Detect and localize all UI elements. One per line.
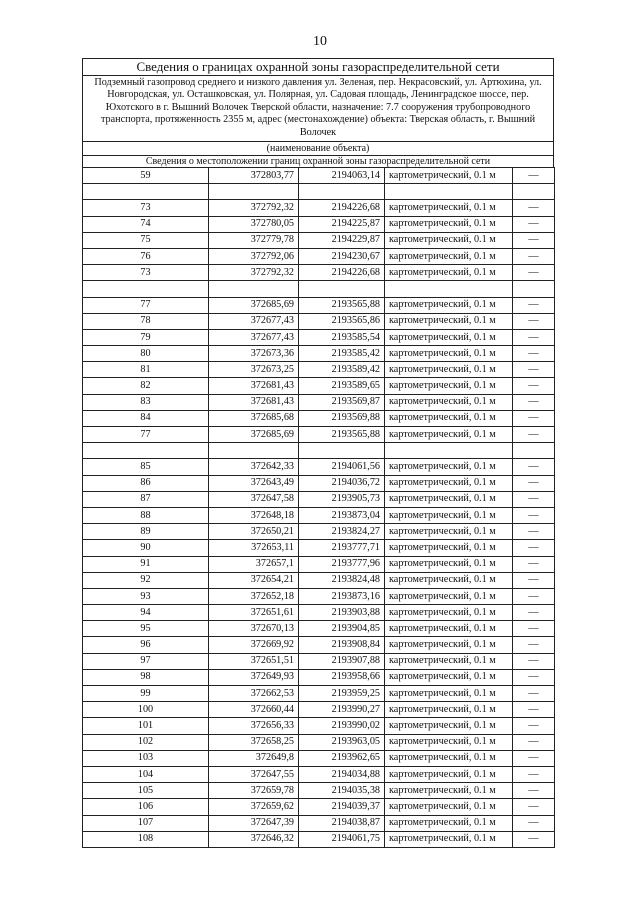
x-coordinate-cell: 372677,43 (209, 313, 299, 329)
y-coordinate-cell: 2193962,65 (299, 750, 385, 766)
y-coordinate-cell: 2193908,84 (299, 637, 385, 653)
x-coordinate-cell: 372792,06 (209, 248, 299, 264)
separator-row (83, 184, 555, 200)
method-cell: картометрический, 0.1 м (385, 653, 513, 669)
method-cell: картометрический, 0.1 м (385, 329, 513, 345)
point-number-cell: 86 (83, 475, 209, 491)
dash-cell: — (513, 605, 555, 621)
point-number-cell: 105 (83, 783, 209, 799)
dash-cell: — (513, 427, 555, 443)
table-row (83, 265, 555, 281)
table-header (82, 58, 554, 167)
coordinates-table (82, 167, 555, 848)
method-cell: картометрический, 0.1 м (385, 362, 513, 378)
empty-cell (83, 281, 209, 297)
table-row (83, 637, 555, 653)
dash-cell: — (513, 200, 555, 216)
point-number-cell: 75 (83, 232, 209, 248)
table-row (83, 410, 555, 426)
table-row (83, 297, 555, 313)
table-row (83, 799, 555, 815)
method-cell: картометрический, 0.1 м (385, 248, 513, 264)
table-row (83, 653, 555, 669)
y-coordinate-cell: 2193569,88 (299, 410, 385, 426)
y-coordinate-cell: 2193907,88 (299, 653, 385, 669)
document-title: Сведения о границах охранной зоны газораспределительной сети (83, 59, 553, 76)
y-coordinate-cell: 2194061,56 (299, 459, 385, 475)
point-number-cell: 87 (83, 491, 209, 507)
point-number-cell: 98 (83, 669, 209, 685)
method-cell: картометрический, 0.1 м (385, 297, 513, 313)
dash-cell: — (513, 297, 555, 313)
table-row (83, 378, 555, 394)
x-coordinate-cell: 372651,51 (209, 653, 299, 669)
x-coordinate-cell: 372681,43 (209, 378, 299, 394)
method-cell: картометрический, 0.1 м (385, 815, 513, 831)
coordinates-table-body (83, 168, 555, 848)
x-coordinate-cell: 372648,18 (209, 507, 299, 523)
table-row (83, 540, 555, 556)
table-row (83, 394, 555, 410)
method-cell: картометрический, 0.1 м (385, 427, 513, 443)
empty-cell (513, 281, 555, 297)
method-cell: картометрический, 0.1 м (385, 783, 513, 799)
table-row (83, 200, 555, 216)
method-cell: картометрический, 0.1 м (385, 734, 513, 750)
method-cell: картометрический, 0.1 м (385, 475, 513, 491)
method-cell: картометрический, 0.1 м (385, 588, 513, 604)
x-coordinate-cell: 372652,18 (209, 588, 299, 604)
dash-cell: — (513, 702, 555, 718)
y-coordinate-cell: 2193959,25 (299, 686, 385, 702)
y-coordinate-cell: 2193777,71 (299, 540, 385, 556)
dash-cell: — (513, 653, 555, 669)
point-number-cell: 84 (83, 410, 209, 426)
x-coordinate-cell: 372673,25 (209, 362, 299, 378)
empty-cell (83, 184, 209, 200)
y-coordinate-cell: 2194230,67 (299, 248, 385, 264)
object-name-caption: (наименование объекта) (83, 142, 553, 156)
x-coordinate-cell: 372659,78 (209, 783, 299, 799)
x-coordinate-cell: 372803,77 (209, 168, 299, 184)
y-coordinate-cell: 2193873,04 (299, 507, 385, 523)
dash-cell: — (513, 168, 555, 184)
empty-cell (385, 443, 513, 459)
x-coordinate-cell: 372681,43 (209, 394, 299, 410)
dash-cell: — (513, 507, 555, 523)
separator-row (83, 281, 555, 297)
table-row (83, 734, 555, 750)
method-cell: картометрический, 0.1 м (385, 621, 513, 637)
point-number-cell: 94 (83, 605, 209, 621)
dash-cell: — (513, 475, 555, 491)
y-coordinate-cell: 2193958,66 (299, 669, 385, 685)
table-row (83, 588, 555, 604)
point-number-cell: 100 (83, 702, 209, 718)
dash-cell: — (513, 783, 555, 799)
point-number-cell: 101 (83, 718, 209, 734)
method-cell: картометрический, 0.1 м (385, 378, 513, 394)
y-coordinate-cell: 2193990,02 (299, 718, 385, 734)
y-coordinate-cell: 2193904,85 (299, 621, 385, 637)
x-coordinate-cell: 372792,32 (209, 200, 299, 216)
table-row (83, 427, 555, 443)
method-cell: картометрический, 0.1 м (385, 216, 513, 232)
method-cell: картометрический, 0.1 м (385, 410, 513, 426)
x-coordinate-cell: 372660,44 (209, 702, 299, 718)
x-coordinate-cell: 372650,21 (209, 524, 299, 540)
y-coordinate-cell: 2193824,48 (299, 572, 385, 588)
dash-cell: — (513, 378, 555, 394)
dash-cell: — (513, 588, 555, 604)
dash-cell: — (513, 815, 555, 831)
dash-cell: — (513, 799, 555, 815)
y-coordinate-cell: 2193565,86 (299, 313, 385, 329)
dash-cell: — (513, 410, 555, 426)
point-number-cell: 74 (83, 216, 209, 232)
empty-cell (299, 443, 385, 459)
method-cell: картометрический, 0.1 м (385, 556, 513, 572)
x-coordinate-cell: 372647,39 (209, 815, 299, 831)
y-coordinate-cell: 2193905,73 (299, 491, 385, 507)
location-subtitle: Сведения о местоположении границ охранной зоны газораспределительной сети (145, 156, 491, 168)
y-coordinate-cell: 2193589,65 (299, 378, 385, 394)
point-number-cell: 81 (83, 362, 209, 378)
dash-cell: — (513, 572, 555, 588)
point-number-cell: 73 (83, 200, 209, 216)
point-number-cell: 76 (83, 248, 209, 264)
dash-cell: — (513, 669, 555, 685)
table-row (83, 556, 555, 572)
method-cell: картометрический, 0.1 м (385, 766, 513, 782)
point-number-cell: 106 (83, 799, 209, 815)
y-coordinate-cell: 2194226,68 (299, 265, 385, 281)
method-cell: картометрический, 0.1 м (385, 637, 513, 653)
table-row (83, 362, 555, 378)
page-number: 10 (313, 34, 327, 49)
point-number-cell: 103 (83, 750, 209, 766)
method-cell: картометрический, 0.1 м (385, 313, 513, 329)
x-coordinate-cell: 372685,68 (209, 410, 299, 426)
table-row (83, 750, 555, 766)
point-number-cell: 82 (83, 378, 209, 394)
dash-cell: — (513, 248, 555, 264)
dash-cell: — (513, 831, 555, 847)
y-coordinate-cell: 2194225,87 (299, 216, 385, 232)
method-cell: картометрический, 0.1 м (385, 491, 513, 507)
method-cell: картометрический, 0.1 м (385, 718, 513, 734)
method-cell: картометрический, 0.1 м (385, 702, 513, 718)
x-coordinate-cell: 372642,33 (209, 459, 299, 475)
empty-cell (299, 281, 385, 297)
method-cell: картометрический, 0.1 м (385, 459, 513, 475)
point-number-cell: 90 (83, 540, 209, 556)
method-cell: картометрический, 0.1 м (385, 831, 513, 847)
y-coordinate-cell: 2193565,88 (299, 297, 385, 313)
method-cell: картометрический, 0.1 м (385, 200, 513, 216)
table-row (83, 686, 555, 702)
x-coordinate-cell: 372643,49 (209, 475, 299, 491)
table-row (83, 621, 555, 637)
point-number-cell: 89 (83, 524, 209, 540)
point-number-cell: 102 (83, 734, 209, 750)
dash-cell: — (513, 686, 555, 702)
y-coordinate-cell: 2194039,37 (299, 799, 385, 815)
point-number-cell: 92 (83, 572, 209, 588)
x-coordinate-cell: 372656,33 (209, 718, 299, 734)
table-row (83, 605, 555, 621)
x-coordinate-cell: 372670,13 (209, 621, 299, 637)
dash-cell: — (513, 362, 555, 378)
y-coordinate-cell: 2193777,96 (299, 556, 385, 572)
dash-cell: — (513, 734, 555, 750)
dash-cell: — (513, 766, 555, 782)
table-row (83, 216, 555, 232)
y-coordinate-cell: 2193585,42 (299, 346, 385, 362)
table-row (83, 524, 555, 540)
point-number-cell: 97 (83, 653, 209, 669)
table-row (83, 168, 555, 184)
method-cell: картометрический, 0.1 м (385, 232, 513, 248)
table-row (83, 783, 555, 799)
table-row (83, 313, 555, 329)
method-cell: картометрический, 0.1 м (385, 799, 513, 815)
dash-cell: — (513, 265, 555, 281)
x-coordinate-cell: 372657,1 (209, 556, 299, 572)
x-coordinate-cell: 372647,58 (209, 491, 299, 507)
y-coordinate-cell: 2194034,88 (299, 766, 385, 782)
point-number-cell: 108 (83, 831, 209, 847)
table-row (83, 572, 555, 588)
table-row (83, 346, 555, 362)
point-number-cell: 73 (83, 265, 209, 281)
dash-cell: — (513, 540, 555, 556)
dash-cell: — (513, 346, 555, 362)
method-cell: картометрический, 0.1 м (385, 524, 513, 540)
dash-cell: — (513, 621, 555, 637)
x-coordinate-cell: 372658,25 (209, 734, 299, 750)
y-coordinate-cell: 2193589,42 (299, 362, 385, 378)
x-coordinate-cell: 372662,53 (209, 686, 299, 702)
empty-cell (299, 184, 385, 200)
point-number-cell: 88 (83, 507, 209, 523)
method-cell: картометрический, 0.1 м (385, 605, 513, 621)
table-row (83, 702, 555, 718)
x-coordinate-cell: 372779,78 (209, 232, 299, 248)
table-row (83, 669, 555, 685)
x-coordinate-cell: 372646,32 (209, 831, 299, 847)
table-row (83, 491, 555, 507)
y-coordinate-cell: 2194061,75 (299, 831, 385, 847)
y-coordinate-cell: 2194035,38 (299, 783, 385, 799)
point-number-cell: 91 (83, 556, 209, 572)
empty-cell (83, 443, 209, 459)
point-number-cell: 80 (83, 346, 209, 362)
point-number-cell: 104 (83, 766, 209, 782)
y-coordinate-cell: 2193585,54 (299, 329, 385, 345)
method-cell: картометрический, 0.1 м (385, 346, 513, 362)
x-coordinate-cell: 372685,69 (209, 427, 299, 443)
method-cell: картометрический, 0.1 м (385, 394, 513, 410)
table-row (83, 718, 555, 734)
y-coordinate-cell: 2193824,27 (299, 524, 385, 540)
x-coordinate-cell: 372685,69 (209, 297, 299, 313)
table-row (83, 475, 555, 491)
table-row (83, 766, 555, 782)
method-cell: картометрический, 0.1 м (385, 750, 513, 766)
point-number-cell: 77 (83, 427, 209, 443)
method-cell: картометрический, 0.1 м (385, 572, 513, 588)
point-number-cell: 79 (83, 329, 209, 345)
dash-cell: — (513, 232, 555, 248)
method-cell: картометрический, 0.1 м (385, 686, 513, 702)
y-coordinate-cell: 2193569,87 (299, 394, 385, 410)
x-coordinate-cell: 372669,92 (209, 637, 299, 653)
x-coordinate-cell: 372649,93 (209, 669, 299, 685)
dash-cell: — (513, 313, 555, 329)
method-cell: картометрический, 0.1 м (385, 168, 513, 184)
x-coordinate-cell: 372792,32 (209, 265, 299, 281)
table-row (83, 507, 555, 523)
y-coordinate-cell: 2194063,14 (299, 168, 385, 184)
empty-cell (209, 281, 299, 297)
boundary-document (82, 58, 554, 848)
x-coordinate-cell: 372677,43 (209, 329, 299, 345)
dash-cell: — (513, 637, 555, 653)
empty-cell (385, 184, 513, 200)
empty-cell (513, 443, 555, 459)
x-coordinate-cell: 372780,05 (209, 216, 299, 232)
point-number-cell: 107 (83, 815, 209, 831)
table-row (83, 831, 555, 847)
point-number-cell: 99 (83, 686, 209, 702)
x-coordinate-cell: 372673,36 (209, 346, 299, 362)
table-row (83, 815, 555, 831)
y-coordinate-cell: 2193873,16 (299, 588, 385, 604)
y-coordinate-cell: 2193903,88 (299, 605, 385, 621)
empty-cell (513, 184, 555, 200)
y-coordinate-cell: 2193565,88 (299, 427, 385, 443)
point-number-cell: 96 (83, 637, 209, 653)
empty-cell (385, 281, 513, 297)
separator-row (83, 443, 555, 459)
dash-cell: — (513, 394, 555, 410)
x-coordinate-cell: 372654,21 (209, 572, 299, 588)
object-description: Подземный газопровод среднего и низкого давления ул. Зеленая, пер. Некрасовский, ул. Артюхина, ул. Новгородская, ул. Осташковская, ул. Полярная, ул. Садовая площадь, Ленинградское шоссе, пер. Юхотского в г. Вышний Волочек Тверской области, назначение: 7.7 сооружения трубопроводного транспорта, протяженность 2355 м, адрес (местонахождение) объекта: Тверская область, г. Вышний Волочек (83, 76, 553, 142)
table-row (83, 248, 555, 264)
x-coordinate-cell: 372647,55 (209, 766, 299, 782)
x-coordinate-cell: 372659,62 (209, 799, 299, 815)
table-row (83, 329, 555, 345)
x-coordinate-cell: 372649,8 (209, 750, 299, 766)
method-cell: картометрический, 0.1 м (385, 669, 513, 685)
y-coordinate-cell: 2194226,68 (299, 200, 385, 216)
dash-cell: — (513, 216, 555, 232)
point-number-cell: 59 (83, 168, 209, 184)
point-number-cell: 95 (83, 621, 209, 637)
point-number-cell: 78 (83, 313, 209, 329)
point-number-cell: 77 (83, 297, 209, 313)
empty-cell (209, 184, 299, 200)
y-coordinate-cell: 2194229,87 (299, 232, 385, 248)
method-cell: картометрический, 0.1 м (385, 265, 513, 281)
dash-cell: — (513, 718, 555, 734)
method-cell: картометрический, 0.1 м (385, 507, 513, 523)
point-number-cell: 85 (83, 459, 209, 475)
dash-cell: — (513, 750, 555, 766)
dash-cell: — (513, 459, 555, 475)
method-cell: картометрический, 0.1 м (385, 540, 513, 556)
x-coordinate-cell: 372653,11 (209, 540, 299, 556)
dash-cell: — (513, 329, 555, 345)
point-number-cell: 93 (83, 588, 209, 604)
dash-cell: — (513, 524, 555, 540)
dash-cell: — (513, 556, 555, 572)
point-number-cell: 83 (83, 394, 209, 410)
empty-cell (209, 443, 299, 459)
table-row (83, 459, 555, 475)
y-coordinate-cell: 2193963,05 (299, 734, 385, 750)
y-coordinate-cell: 2194036,72 (299, 475, 385, 491)
y-coordinate-cell: 2193990,27 (299, 702, 385, 718)
x-coordinate-cell: 372651,61 (209, 605, 299, 621)
y-coordinate-cell: 2194038,87 (299, 815, 385, 831)
dash-cell: — (513, 491, 555, 507)
table-row (83, 232, 555, 248)
